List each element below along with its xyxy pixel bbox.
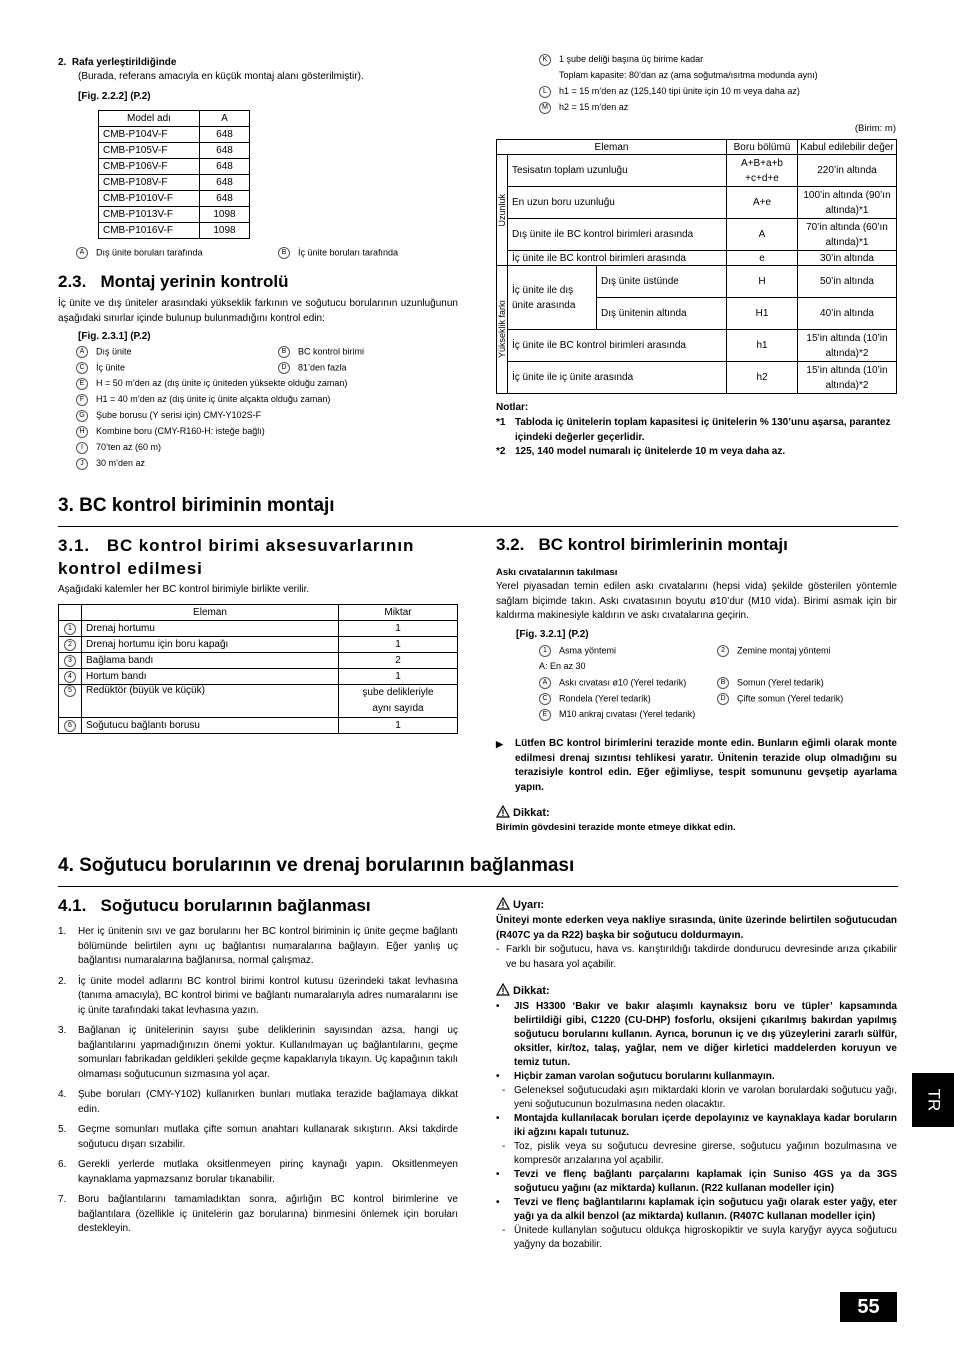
- dikkat-list: [496, 1000, 897, 1252]
- table-row: CMB-P1016V-F 1098: [99, 223, 250, 239]
- section-4-1-title: 4.1. Soğutucu borularının bağlanması: [58, 896, 371, 915]
- list-item: 3. Bağlanan iç ünitelerinin sayısı şube deliklerinin sayısından azsa, hangi uç bağlantılarını yapmadığınızın önemi yoktur. Kullanılmayan uç bağlantılarını, geçme somunları fabrikadan geldikleri şekilde geçme kapaklarıyla tıkayın. Uç kapağının takılı olmaması soğutucunun sızmasına yol açar.: [58, 1025, 458, 1080]
- notes-title: Notlar:: [496, 402, 529, 413]
- table-row: 3 Bağlama bandı 2: [59, 653, 458, 669]
- accessories-table: [58, 604, 458, 734]
- list-item: • JIS H3300 ‘Bakır ve bakır alaşımlı kaynaksız boru ve tüpler’ kapsamında belirtildiği gibi, C1220 (CU-DHP) fosforlu, oksijeni çıkarılmış bakırdan yapılmış soğutucu borularını kullanın. Ayrıca, borunun iç ve dış yüzeylerini zararlı sülfür, oksitler, kir/toz, talaş, yağlar, nem ve diğer kirletici maddelerden koruyun ve temiz tutun.: [496, 1001, 897, 1068]
- note-2: *2 125, 140 model numaralı iç ünitelerde 10 m veya daha az.: [496, 446, 786, 457]
- table-row: Dış ünitenin altında H1 40’in altında: [497, 298, 897, 330]
- col-miktar: Miktar: [339, 605, 458, 621]
- rafa-fig: [Fig. 2.2.2] (P.2): [78, 91, 151, 102]
- fig-2-3-1-legend: A Dış ünite B BC kontrol birimi C İç ünite D 81’den fazla E H = 50 m’den az (dış ünite iç üniteden yüksekte olduğu zaman) F H1 = 40 m’den az (dış ünite iç ünite alçakta olduğu zaman) G Şube borusu (Y serisi için) CMY-Y102S-F H Kombine boru (CMY-R160-H: isteğe bağlı) I 70’ten az (60 m) J 30 m’den az: [76, 346, 466, 474]
- aski-text: Yerel piyasadan temin edilen askı cıvatalarını (hepsi vida) şekilde gösterilen yöntemle sağlam biçimde takın. Askı cıvatasının boyutu ø10’dur (M10 vida). Birimi asmak için bir kaldırma makinesiyle kaldırın ve askı cıvatalarına geçirin.: [496, 581, 897, 621]
- table-row: CMB-P104V-F 648: [99, 127, 250, 143]
- level-instruction: ▶ Lütfen BC kontrol birimlerini terazide monte edin. Bunların eğimli olarak monte edilmesi drenaj sızıntısı tehlikesi yaratır. Ünitenin terazide olup olmadığını su terazisiyle kontrol edin. Eğer eğimliyse, tespit somununu gevşetip ayarlama yapın.: [496, 738, 897, 793]
- warning-icon: [496, 805, 510, 818]
- table-row: Uzunluk Tesisatın toplam uzunluğu A+B+a+b +c+d+e 220’in altında: [497, 155, 897, 187]
- warning-icon: [496, 897, 510, 910]
- list-item: 7. Boru bağlantılarını tamamladıktan sonra, ağırlığın BC kontrol birimlerine ve bağlantılara (özellikle iç ünitelerin gaz borularına) binmesini önlemek için boruları destekleyin.: [58, 1194, 458, 1234]
- model-table: [98, 110, 250, 239]
- list-item: 1. Her iç ünitenin sıvı ve gaz borularını her BC kontrol biriminin iç ünite geçme bağlantı bölümünde belirtilen aynı uç bağlantısı numaralarına bağlayın. Eğer yanlış uç bağlantısı numaralarına bağlanırsa, normal çalışmaz.: [58, 926, 458, 966]
- fig-3-2-1: [Fig. 3.2.1] (P.2): [516, 629, 589, 640]
- list-item: - Geleneksel soğutucudaki aşırı miktardaki klorin ve varolan borulardaki soğutucu yağı, yeni soğutucunun bozulmasına neden olacaktır.: [502, 1085, 897, 1110]
- table-row: İç ünite ile BC kontrol birimleri arasında e 30’in altında: [497, 251, 897, 266]
- table-row: İç ünite ile iç ünite arasında h2 15’in altında (10’in altında)*2: [497, 362, 897, 394]
- rafa-legend: A Dış ünite boruları tarafında: [76, 247, 203, 259]
- table-row: İç ünite ile BC kontrol birimleri arasında h1 15’in altında (10’in altında)*2: [497, 330, 897, 362]
- group-uzunluk: Uzunluk: [497, 193, 507, 227]
- col-eleman: Eleman: [497, 140, 727, 155]
- note-1: *1 Tabloda iç ünitelerin toplam kapasitesi iç ünitelerin % 130’unu aşarsa, parantez içindeki değerler geçerlidir.: [496, 417, 891, 443]
- connection-steps: [58, 925, 458, 1243]
- table-row: 2 Drenaj hortumu için boru kapağı 1: [59, 637, 458, 653]
- aski-title: Askı cıvatalarının takılması: [496, 567, 618, 578]
- table-row: CMB-P106V-F 648: [99, 159, 250, 175]
- col-boru: Boru bölümü: [727, 140, 798, 155]
- table-row: CMB-P1013V-F 1098: [99, 207, 250, 223]
- table-row: CMB-P108V-F 648: [99, 175, 250, 191]
- section-3-2-title: 3.2. BC kontrol birimlerinin montajı: [496, 535, 788, 554]
- table-row: CMB-P1010V-F 648: [99, 191, 250, 207]
- uyari-heading: Uyarı:: [496, 897, 544, 911]
- col-eleman: Eleman: [82, 605, 339, 621]
- rafa-legend-b: B İç ünite boruları tarafında: [278, 247, 398, 259]
- fig-legend-right: K 1 şube deliği başına üç birime kadar Toplam kapasite: 80’dan az (ama soğutma/ısıtma modunda aynı) L h1 = 15 m’den az (125,140 tipi ünite için 10 m veya daha az) M h2 = 15 m’den az: [539, 54, 899, 118]
- col-a: A: [200, 111, 250, 127]
- language-tab: [912, 1073, 954, 1127]
- section-4-title: 4. Soğutucu borularının ve drenaj borularının bağlanması: [58, 855, 575, 876]
- section-2-3-fig: [Fig. 2.3.1] (P.2): [78, 331, 151, 342]
- dikkat-heading-2: Dikkat:: [496, 983, 550, 997]
- table-row: 4 Hortum bandı 1: [59, 669, 458, 685]
- table-row: Dış ünite ile BC kontrol birimleri arasında A 70’in altında (60’ın altında)*1: [497, 219, 897, 251]
- col-model: Model adı: [99, 111, 200, 127]
- table-row: En uzun boru uzunluğu A+e 100’in altında (90’ın altında)*1: [497, 187, 897, 219]
- group-yukseklik: Yükseklik farkı: [497, 300, 507, 359]
- warning-icon: [496, 983, 510, 996]
- section-2-3-text: İç ünite ve dış üniteler arasındaki yükseklik farkının ve soğutucu borularının uzunluğunun aşağıdaki sınırlar içinde bulunup bulunmadığını kontrol edin:: [58, 298, 458, 324]
- section-3-1-title: 3.1. BC kontrol birimi aksesuvarlarının kontrol edilmesi: [58, 536, 415, 578]
- arrow-icon: ▶: [496, 739, 503, 749]
- table-row: CMB-P105V-F 648: [99, 143, 250, 159]
- list-item: • Montajda kullanılacak boruları içerde depolayınız ve kaynaklaya kadar boruların iki ağzını kapalı tutunuz.: [496, 1113, 897, 1138]
- pipe-limits-table: [496, 139, 897, 394]
- table-row: 1 Drenaj hortumu 1: [59, 621, 458, 637]
- fig-3-2-1-legend: 1 Asma yöntemi 2 Zemine montaj yöntemi A: En az 30 A Askı cıvatası ø10 (Yerel tedarik) B Somun (Yerel tedarik) C Rondela (Yerel tedarik) D Çifte somun (Yerel tedarik) E M10 ankraj cıvatası (Yerel tedarik): [539, 645, 844, 719]
- list-item: • Hiçbir zaman varolan soğutucu borularını kullanmayın.: [496, 1071, 775, 1082]
- rafa-note: (Burada, referans amacıyla en küçük montaj alanı gösterilmiştir).: [78, 71, 364, 82]
- list-item: 4. Şube boruları (CMY-Y102) kullanırken bunları mutlaka terazide bağlamaya dikkat edin.: [58, 1089, 458, 1115]
- dikkat-heading: Dikkat:: [496, 805, 550, 821]
- section-2-3-title: 2.3. Montaj yerinin kontrolü: [58, 272, 289, 291]
- uyari-note: - Farklı bir soğutucu, hava vs. karıştırıldığı takdirde dondurucu devresinde arıza çıkabilir ve bu hasara yol açabilir.: [496, 944, 897, 970]
- col-kabul: Kabul edilebilir değer: [798, 140, 897, 155]
- list-item: - Ünitede kullanylan soğutucu oldukça higroskopiktir ve suyla karyğyr ayyca soğutucu yağyny da bozabilir.: [502, 1225, 897, 1250]
- unit-label: (Birim: m): [854, 123, 896, 134]
- rafa-heading: 2. Rafa yerleştirildiğinde: [58, 57, 177, 68]
- page-number: 55: [840, 1292, 897, 1322]
- table-row: 6 Soğutucu bağlantı borusu 1: [59, 718, 458, 734]
- list-item: 5. Geçme somunları mutlaka çifte somun anahtarı kullanarak sıkıştırın. Aksi takdirde soğutucu dışarı sızabilir.: [58, 1124, 458, 1150]
- uyari-text: Üniteyi monte ederken veya nakliye sırasında, ünite üzerinde belirtilen soğutucudan (R407C ya da R22) başka bir soğutucu doldurmayın.: [496, 915, 897, 941]
- list-item: • Tevzi ve flenç bağlantı parçalarını kaplamak için Suniso 4GS ya da 3GS soğutucu yağını (az miktarda) kullanın. (R22 kullanan modeller için): [496, 1169, 897, 1194]
- section-4-rule: [58, 886, 898, 887]
- section-3-1-text: Aşağıdaki kalemler her BC kontrol birimiyle birlikte verilir.: [58, 584, 310, 595]
- table-row: Yükseklik farkı İç ünite ile dış ünite arasında Dış ünite üstünde H 50’in altında: [497, 266, 897, 298]
- language-tab-label: TR: [923, 1088, 943, 1112]
- table-row: 5 Redüktör (büyük ve küçük) şube delikleriyle aynı sayıda: [59, 685, 458, 718]
- section-3-rule: [58, 526, 898, 527]
- dikkat-text: Birimin gövdesini terazide monte etmeye dikkat edin.: [496, 822, 736, 833]
- section-3-title: 3. BC kontrol biriminin montajı: [58, 495, 335, 516]
- list-item: 2. İç ünite model adlarını BC kontrol birimi kontrol kutusu üzerindeki takat levhasına (tanıma amacıyla), BC kontrol birimi ve bağlantı numaralarıyla adres numaralarını ise iç ünite tarafındaki takat levhasına yazın.: [58, 975, 458, 1016]
- list-item: - Toz, pislik veya su soğutucu devresine girerse, soğutucu yağının bozulmasına ve kompresör arızalarına yol açabilir.: [502, 1141, 897, 1166]
- list-item: 6. Gerekli yerlerde mutlaka oksitlenmeyen pirinç kaynağı yapın. Oksitlenmeyen kaynaklama yapmazsanız borular tıkanabilir.: [58, 1159, 458, 1185]
- list-item: • Tevzi ve flenç bağlantılarını kaplamak için soğutucu yağı olarak ester yağy, eter yağı ya da alkil benzol (az miktarda) kullanın. (R407C kullanan modeller için): [496, 1197, 897, 1222]
